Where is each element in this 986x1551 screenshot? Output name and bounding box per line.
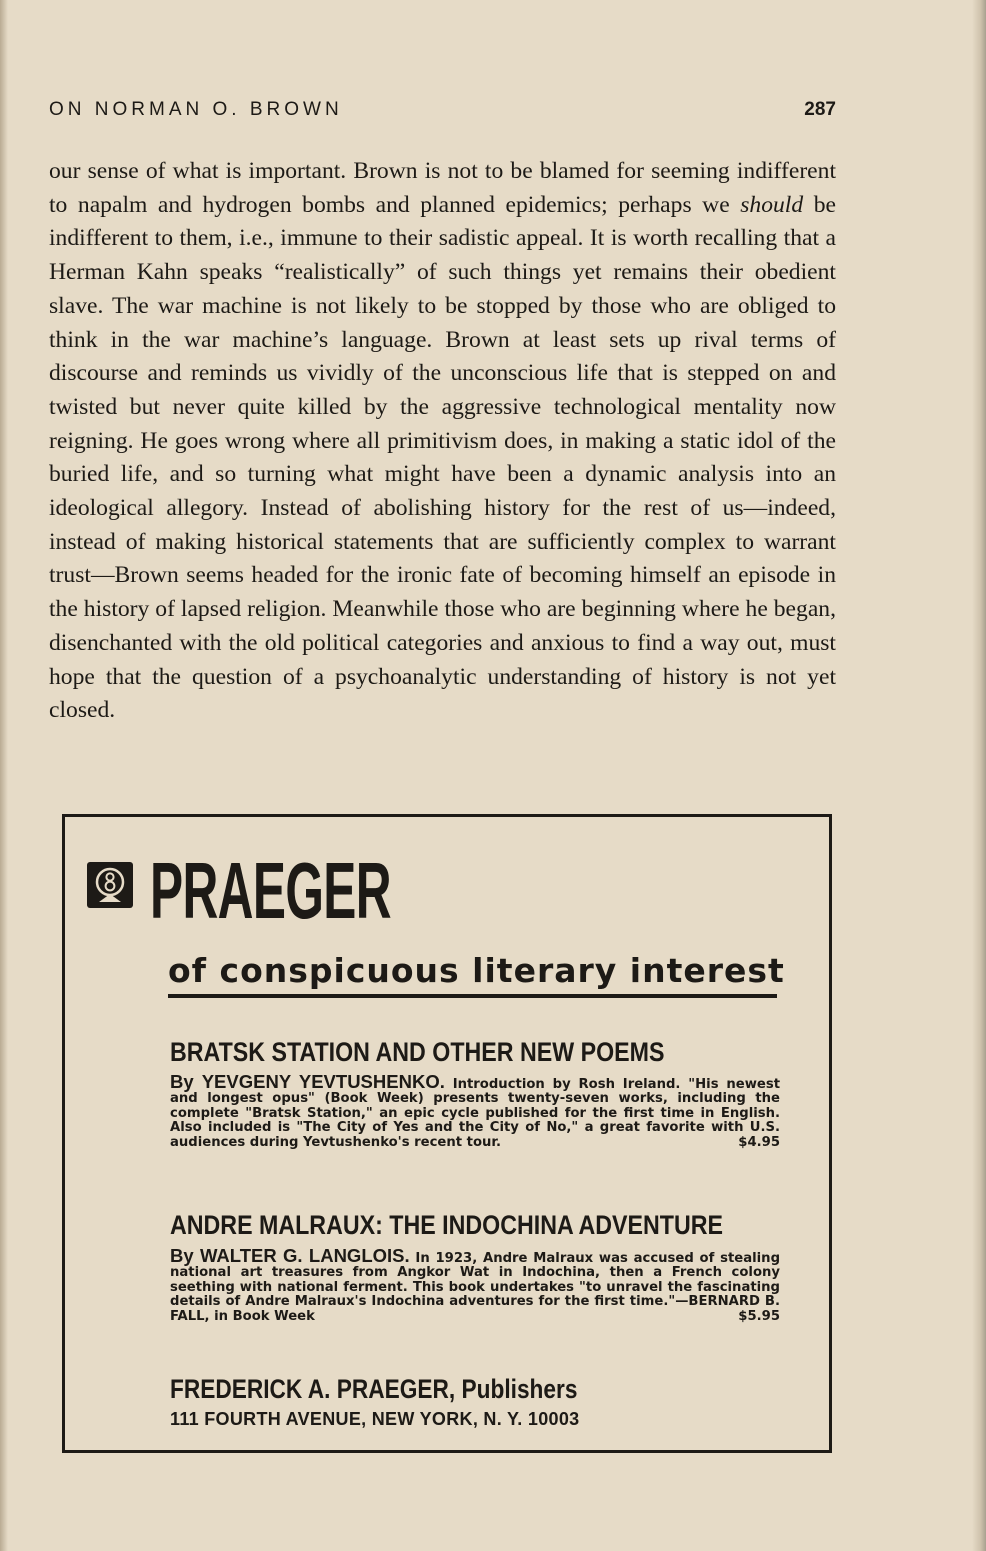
book-price: $4.95 [738,1134,780,1150]
running-head [49,99,836,123]
body-paragraph [49,155,836,728]
book-description [170,1245,781,1324]
publisher-name: FREDERICK A. PRAEGER, Publishers [170,1374,578,1404]
tagline-rule [168,994,777,998]
book-author: By YEVGENY YEVTUSHENKO. [170,1071,445,1092]
body-text-part-2: be indifferent to them, i.e., immune to their sadistic appeal. It is worth recalling that a Herman Kahn speaks “realistically” of such things yet remains their obedient slave. The war machine is not likely to be stopped by those who are obliged to think in the war machine’s language. Brown at least sets up rival terms of discourse and reminds us vividly of the unconscious life that is stepped on and twisted but never quite killed by the aggressive technological mentality now reigning. He goes wrong where all primitivism does, in making a static idol of the buried life, and so turning what might have been a dynamic analysis into an ideological allegory. Instead of abolishing history for the rest of us—indeed, instead of making historical statements that are sufficiently complex to warrant trust—Brown seems headed for the ironic fate of becoming himself an episode in the history of lapsed religion. Meanwhile those who are beginning where he began, disenchanted with the old political categories and anxious to find a way out, must hope that the question of a psychoanalytic understanding of history is not yet closed. [49,191,836,724]
page-number: 287 [804,99,836,120]
tagline: of conspicuous literary interest [168,951,785,990]
page-edge-left [0,0,8,1551]
running-title: ON NORMAN O. BROWN [49,99,343,120]
book-author: By WALTER G. LANGLOIS. [170,1245,410,1266]
book-blurb: In 1923, Andre Malraux was accused of stealing national art treasures from Angkor Wat in Indochina, then a French colony seething with national ferment. This book undertakes "to unravel the fascinating details of Andre Malraux's Indochina adventures for the first time."—BERNARD B. FALL, in Book Week [170,1251,781,1324]
body-text-emphasis: should [740,191,804,218]
publisher-address: 111 FOURTH AVENUE, NEW YORK, N. Y. 10003 [170,1409,580,1429]
body-text-part-1: our sense of what is important. Brown is not to be blamed for seeming indifferent to napalm and hydrogen bombs and planned epidemics; perhaps we [49,158,836,218]
page-edge-right [972,0,986,1551]
book-description [170,1071,781,1150]
book-title: ANDRE MALRAUX: THE INDOCHINA ADVENTURE [170,1210,723,1240]
brand-name: PRAEGER [150,846,391,935]
book-price: $5.95 [738,1308,780,1324]
praeger-emblem-icon [87,862,133,908]
book-blurb: Introduction by Rosh Ireland. "His newest and longest opus" (Book Week) presents twenty-seven works, including the complete "Bratsk Station," an epic cycle published for the first time in English. Also included is "The City of Yes and the City of No," a great favorite with U.S. audiences during Yevtushenko's recent tour. [170,1077,781,1150]
book-title: BRATSK STATION AND OTHER NEW POEMS [170,1037,665,1067]
